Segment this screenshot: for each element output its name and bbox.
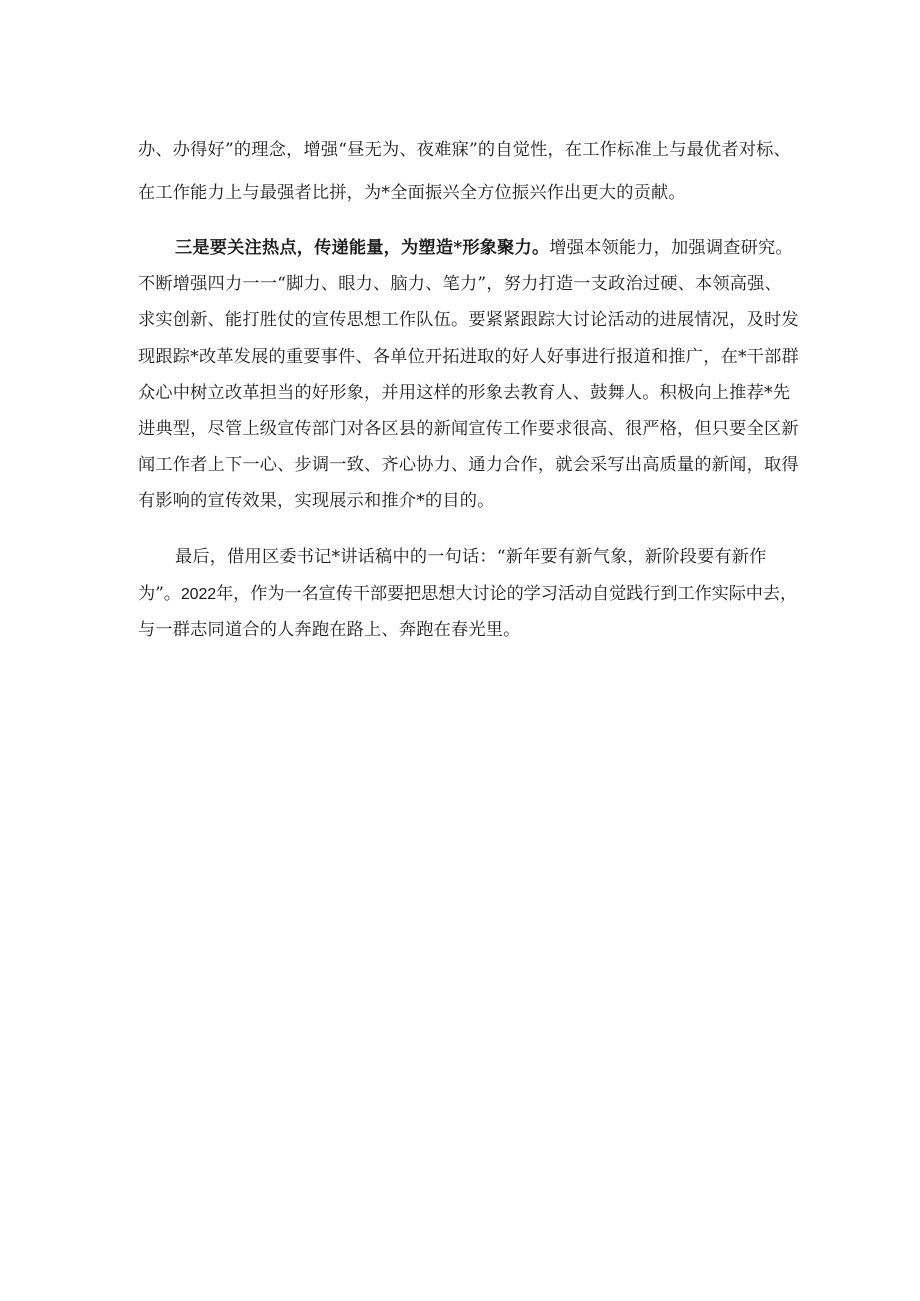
paragraph-1-line-1: 办、办得好”的理念，增强“昼无为、夜难寐”的自觉性，在工作标准上与最优者对标、 [138,140,791,160]
paragraph-2-heading: 三是要关注热点，传递能量，为塑造*形象聚力。 [175,238,550,258]
paragraph-3-line-2 [138,582,797,607]
paragraph-2-line-5: 众心中树立改革担当的好形象，并用这样的形象去教育人、鼓舞人。积极向上推荐*先 [138,383,791,403]
paragraph-2-line-1 [175,236,793,260]
paragraph-2-line-4: 现跟踪*改革发展的重要事件、各单位开拓进取的好人好事进行报道和推广，在*干部群 [138,347,799,367]
paragraph-2-line-8: 有影响的宣传效果，实现展示和推介*的目的。 [138,491,495,511]
paragraph-3-year: 2022 [180,586,217,603]
paragraph-3-line-1: 最后，借用区委书记*讲话稿中的一句话：“新年要有新气象，新阶段要有新作 [175,547,767,567]
paragraph-2-line-7: 闻工作者上下一心、步调一致、齐心协力、通力合作，就会采写出高质量的新闻，取得 [138,455,799,475]
paragraph-2-first-line-rest: 增强本领能力，加强调查研究。 [549,238,793,258]
paragraph-2-line-3: 求实创新、能打胜仗的宣传思想工作队伍。要紧紧跟踪大讨论活动的进展情况，及时发 [138,310,799,330]
paragraph-1-line-2: 在工作能力上与最强者比拼，为*全面振兴全方位振兴作出更大的贡献。 [138,183,686,203]
paragraph-2-line-6: 进典型，尽管上级宣传部门对各区县的新闻宣传工作要求很高、很严格，但只要全区新 [138,419,799,439]
paragraph-3-line-2-end: 年，作为一名宣传干部要把思想大讨论的学习活动自觉践行到工作实际中去， [216,584,798,604]
paragraph-3-line-2-start: 为”。 [138,584,181,604]
paragraph-3-line-3: 与一群志同道合的人奔跑在路上、奔跑在春光里。 [138,620,521,640]
paragraph-2-line-2: 不断增强四力一一“脚力、眼力、脑力、笔力”，努力打造一支政治过硬、本领高强、 [138,274,782,294]
